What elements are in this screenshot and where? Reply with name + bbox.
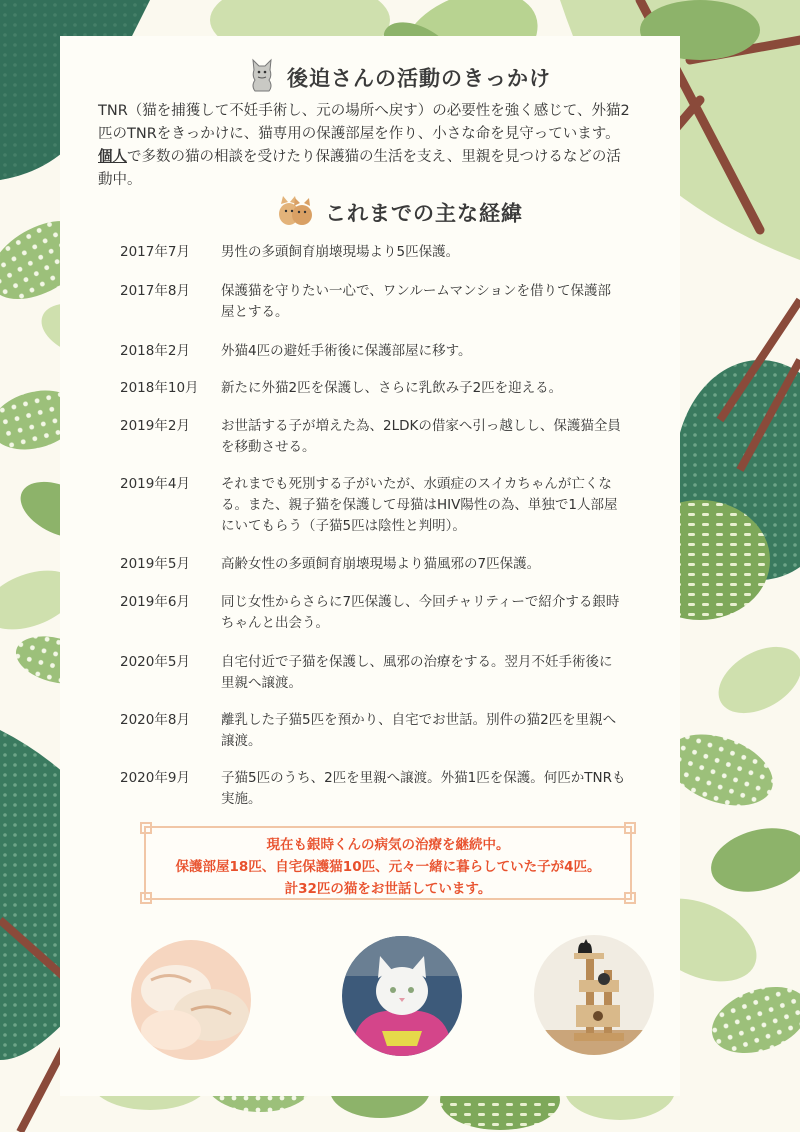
timeline-text-line: 高齢女性の多頭飼育崩壊現場より猫風邪の7匹保護。: [221, 556, 541, 572]
timeline-text-line: 保護猫を守りたい一心で、ワンルームマンションを借りて保護部: [221, 283, 612, 299]
timeline-date: 2020年8月: [120, 712, 190, 728]
timeline-text-line: 屋とする。: [221, 304, 289, 320]
timeline-date: 2019年4月: [120, 476, 190, 492]
timeline-date: 2018年2月: [120, 343, 190, 359]
status-line: 計32匹の猫をお世話しています。: [284, 881, 492, 897]
timeline-text-line: 実施。: [221, 791, 262, 807]
timeline-text-line: 新たに外猫2匹を保護し、さらに乳飲み子2匹を迎える。: [221, 380, 563, 396]
corner-ornament: [140, 892, 152, 904]
timeline-text-line: 男性の多頭飼育崩壊現場より5匹保護。: [221, 244, 460, 260]
timeline-text-line: ちゃんと出会う。: [221, 615, 329, 631]
timeline-text-line: にいてもらう（子猫5匹は陰性と判明）。: [221, 518, 466, 534]
timeline-date: 2020年5月: [120, 654, 190, 670]
timeline-text: [221, 554, 671, 575]
timeline-text: [221, 281, 671, 323]
timeline-text: [221, 592, 671, 634]
timeline-text: [221, 242, 671, 263]
timeline-text-line: 離乳した子猫5匹を預かり、自宅でお世話。別件の猫2匹を里親へ: [221, 712, 617, 728]
intro-paragraph: [98, 100, 698, 192]
timeline-text-line: 譲渡。: [221, 733, 262, 749]
intro-underlined-word: 個人: [98, 149, 127, 165]
timeline-text-line: を移動させる。: [221, 439, 316, 455]
timeline-text: [221, 416, 671, 458]
cat-and-dog-icon: [277, 194, 313, 231]
timeline-date: 2018年10月: [120, 380, 199, 396]
timeline-date: 2017年7月: [120, 244, 190, 260]
cat-icon: [249, 58, 275, 97]
timeline-text: [221, 710, 671, 752]
status-line: 現在も銀時くんの病気の治療を継続中。: [266, 837, 510, 853]
timeline-text-line: お世話する子が増えた為、2LDKの借家へ引っ越しし、保護猫全員: [221, 418, 621, 434]
timeline-text-line: 同じ女性からさらに7匹保護し、今回チャリティーで紹介する銀時: [221, 594, 620, 610]
timeline-text-line: る。また、親子猫を保護して母猫はHIV陽性の為、単独で1人部屋: [221, 497, 618, 513]
timeline-date: 2019年6月: [120, 594, 190, 610]
timeline-date: 2019年2月: [120, 418, 190, 434]
timeline-text: [221, 474, 671, 537]
corner-ornament: [624, 822, 636, 834]
section-heading-activity: [0, 58, 800, 97]
timeline-date: 2020年9月: [120, 770, 190, 786]
corner-ornament: [624, 892, 636, 904]
status-box: [144, 826, 632, 900]
section-title: これまでの主な経緯: [325, 201, 523, 226]
status-line: 保護部屋18匹、自宅保護猫10匹、元々一緒に暮らしていた子が4匹。: [175, 859, 601, 875]
timeline-text-line: 外猫4匹の避妊手術後に保護部屋に移す。: [221, 343, 472, 359]
cat-tower-photo: [534, 935, 654, 1055]
timeline-text: [221, 652, 671, 694]
sleeping-kittens-photo: [131, 940, 251, 1060]
intro-line-rest: で多数の猫の相談を受けたり保護猫の生活を支え、里親を見つけるなどの活: [127, 149, 621, 165]
section-heading-history: [0, 194, 800, 231]
timeline-date: 2017年8月: [120, 283, 190, 299]
timeline-text-line: 自宅付近で子猫を保護し、風邪の治療をする。翌月不妊手術後に: [221, 654, 613, 670]
timeline-text-line: 子猫5匹のうち、2匹を里親へ譲渡。外猫1匹を保護。何匹かTNRも: [221, 770, 626, 786]
timeline-date: 2019年5月: [120, 556, 190, 572]
intro-line: [98, 146, 698, 169]
intro-line: TNR（猫を捕獲して不妊手術し、元の場所へ戻す）の必要性を強く感じて、外猫2: [98, 103, 630, 119]
timeline-text: [221, 341, 671, 362]
timeline-text-line: それまでも死別する子がいたが、水頭症のスイカちゃんが亡くな: [221, 476, 612, 492]
timeline-text: [221, 378, 671, 399]
corner-ornament: [140, 822, 152, 834]
intro-line: 動中。: [98, 172, 142, 188]
intro-line: 匹のTNRをきっかけに、猫専用の保護部屋を作り、小さな命を見守っています。: [98, 126, 620, 142]
section-title: 後迫さんの活動のきっかけ: [287, 66, 551, 91]
white-cat-photo: [342, 936, 462, 1056]
timeline-text-line: 里親へ譲渡。: [221, 675, 302, 691]
timeline-text: [221, 768, 671, 810]
